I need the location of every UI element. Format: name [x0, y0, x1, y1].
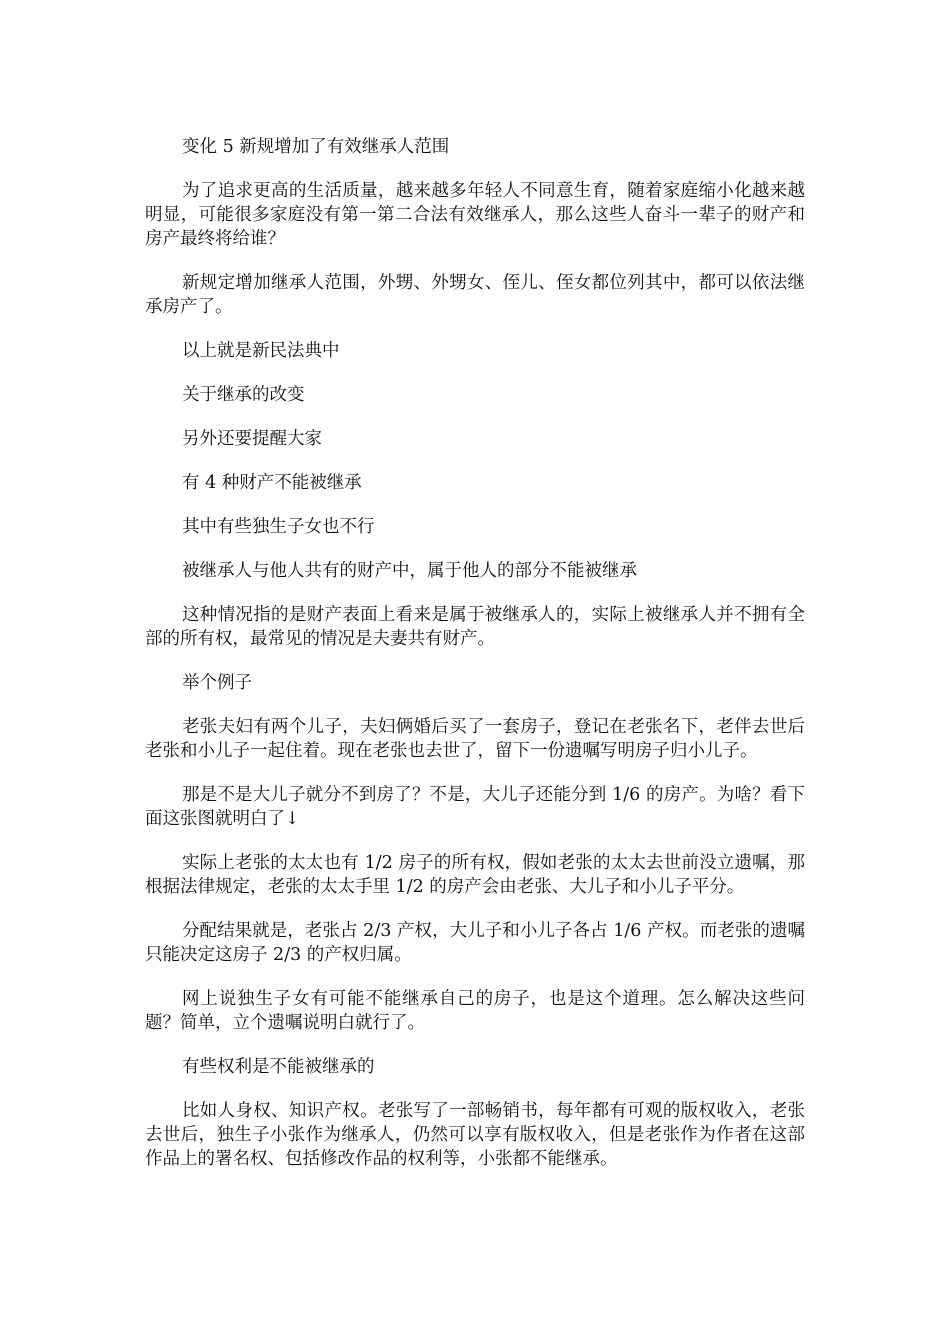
paragraph-10: 举个例子 — [182, 673, 252, 693]
paragraph-12: 那是不是大儿子就分不到房了？不是，大儿子还能分到 1/6 的房产。为啥？看下面这张图就明白了↓ — [145, 785, 805, 829]
paragraph-8: 被继承人与他人共有的财产中，属于他人的部分不能被继承 — [182, 561, 637, 581]
paragraph-11: 老张夫妇有两个儿子，夫妇俩婚后买了一套房子，登记在老张名下，老伴去世后老张和小儿子一起住着。现在老张也去世了，留下一份遗嘱写明房子归小儿子。 — [145, 717, 805, 761]
paragraph-5: 另外还要提醒大家 — [182, 429, 322, 449]
paragraph-6: 有 4 种财产不能被继承 — [182, 473, 362, 493]
paragraph-14: 分配结果就是，老张占 2/3 产权，大儿子和小儿子各占 1/6 产权。而老张的遗嘱只能决定这房子 2/3 的产权归属。 — [145, 921, 805, 965]
paragraph-13: 实际上老张的太太也有 1/2 房子的所有权，假如老张的太太去世前没立遗嘱，那根据法律规定，老张的太太手里 1/2 的房产会由老张、大儿子和小儿子平分。 — [145, 853, 805, 897]
paragraph-16: 有些权利是不能被继承的 — [182, 1057, 375, 1077]
paragraph-7: 其中有些独生子女也不行 — [182, 517, 375, 537]
paragraph-3: 以上就是新民法典中 — [182, 341, 340, 361]
paragraph-17: 比如人身权、知识产权。老张写了一部畅销书，每年都有可观的版权收入，老张去世后，独生子小张作为继承人，仍然可以享有版权收入，但是老张作为作者在这部作品上的署名权、包括修改作品的权利等，小张都不能继承。 — [145, 1101, 805, 1169]
paragraph-2: 新规定增加继承人范围，外甥、外甥女、侄儿、侄女都位列其中，都可以依法继承房产了。 — [145, 273, 805, 317]
paragraph-15: 网上说独生子女有可能不能继承自己的房子，也是这个道理。怎么解决这些问题？简单，立个遗嘱说明白就行了。 — [145, 989, 805, 1033]
document-page — [145, 135, 805, 1191]
paragraph-9: 这种情况指的是财产表面上看来是属于被继承人的，实际上被继承人并不拥有全部的所有权，最常见的情况是夫妻共有财产。 — [145, 605, 805, 649]
paragraph-4: 关于继承的改变 — [182, 385, 305, 405]
section-heading-change-5: 变化 5 新规增加了有效继承人范围 — [182, 137, 450, 157]
paragraph-1: 为了追求更高的生活质量，越来越多年轻人不同意生育，随着家庭缩小化越来越明显，可能很多家庭没有第一第二合法有效继承人，那么这些人奋斗一辈子的财产和房产最终将给谁？ — [145, 181, 805, 249]
